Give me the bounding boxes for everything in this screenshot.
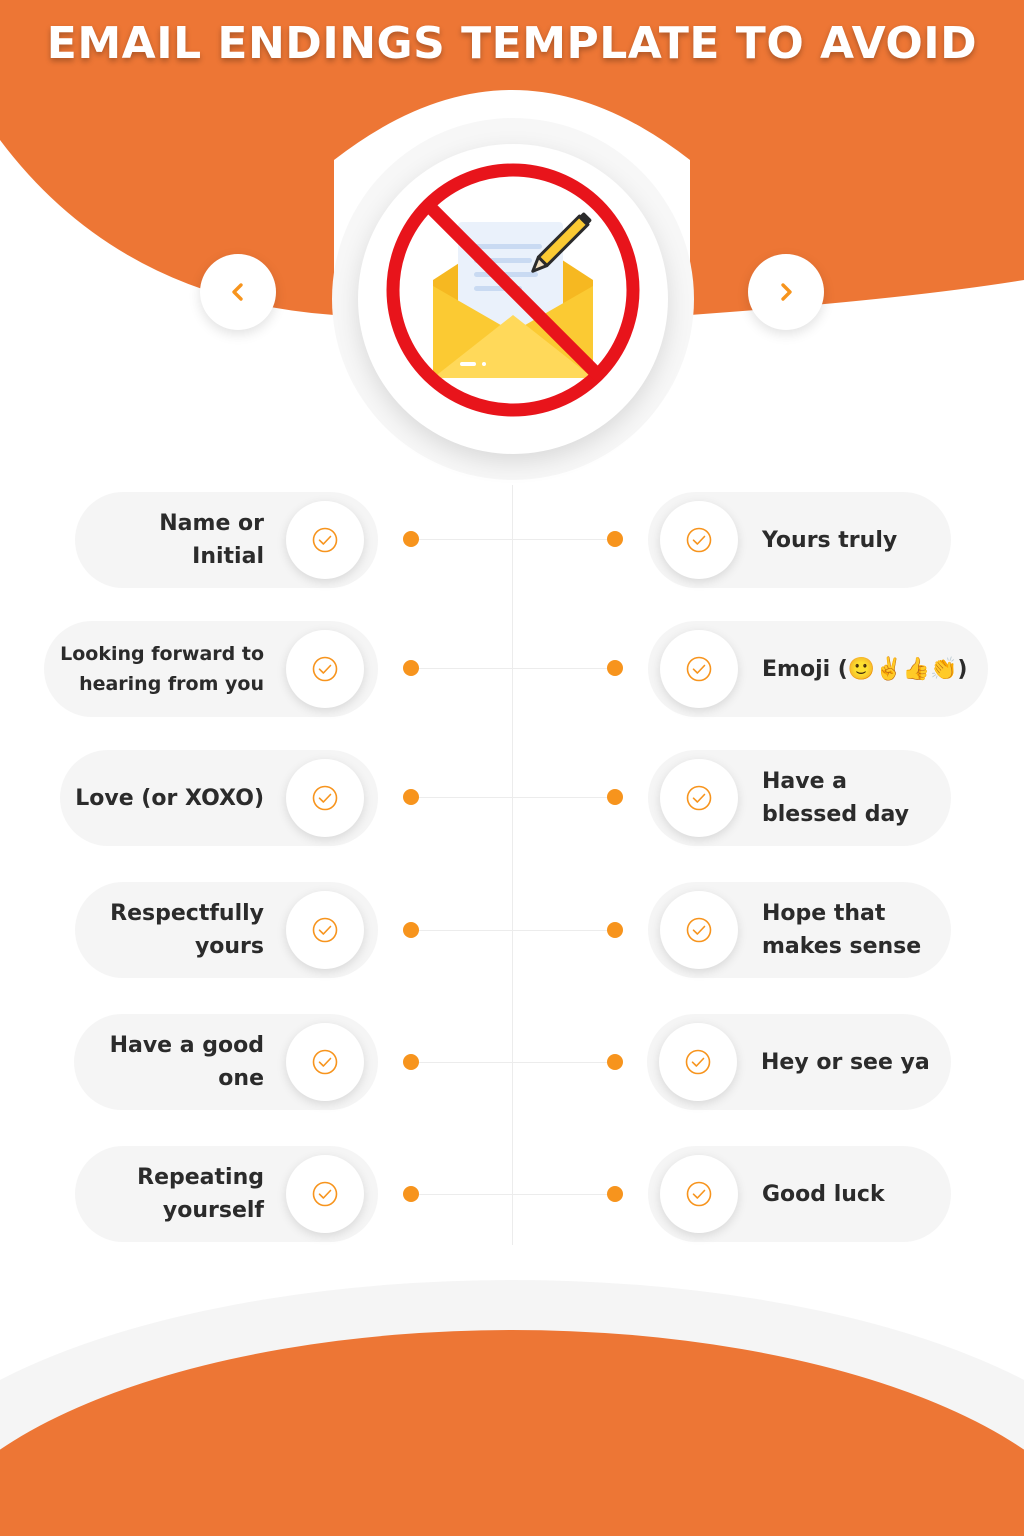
check-button [286,891,364,969]
item-label: Good luck [762,1181,885,1207]
chevron-right-icon [774,280,798,304]
check-button [660,1155,738,1233]
timeline-dot [607,660,623,676]
check-circle-icon [312,656,338,682]
timeline-dot [403,789,419,805]
check-circle-icon [312,1049,338,1075]
item-label: Name or Initial [159,511,264,569]
item-label: Hope that makes sense [762,901,922,959]
timeline-dot [607,1186,623,1202]
row-connector [411,1062,615,1063]
row-connector [411,1194,615,1195]
timeline-dot [607,789,623,805]
list-item [648,492,951,588]
list-item [75,1146,378,1242]
check-button [660,501,738,579]
item-label: Hey or see ya [761,1049,930,1075]
check-button [286,1155,364,1233]
check-button [660,759,738,837]
row-connector [411,797,615,798]
row-connector [411,930,615,931]
item-label: Respectfully yours [110,901,264,959]
next-button[interactable] [748,254,824,330]
timeline-dot [403,660,419,676]
page-title: EMAIL ENDINGS TEMPLATE TO AVOID [46,18,978,69]
check-circle-icon [686,656,712,682]
timeline-dot [403,1186,419,1202]
check-button [659,1023,737,1101]
check-circle-icon [312,527,338,553]
check-circle-icon [686,785,712,811]
check-circle-icon [312,1181,338,1207]
timeline-dot [607,922,623,938]
list-item [648,1146,951,1242]
previous-button[interactable] [200,254,276,330]
check-button [660,630,738,708]
list-item [648,750,951,846]
check-button [286,630,364,708]
item-label: Looking forward to hearing from you [60,643,264,695]
list-item [74,1014,378,1110]
no-email-icon [368,150,658,440]
list-item [648,621,988,717]
list-item [75,492,378,588]
timeline-dot [607,1054,623,1070]
list-item [60,750,378,846]
row-connector [411,539,615,540]
check-circle-icon [312,785,338,811]
timeline-dot [403,531,419,547]
check-button [660,891,738,969]
check-button [286,1023,364,1101]
check-circle-icon [312,917,338,943]
list-item [648,882,951,978]
item-label: Yours truly [762,527,898,553]
item-label: Have a good one [109,1033,264,1091]
chevron-left-icon [226,280,250,304]
timeline-line [512,485,513,1245]
list-item [647,1014,951,1110]
item-label: Emoji (🙂✌️👍👏) [762,656,968,682]
item-label: Repeating yourself [137,1165,264,1223]
timeline-dot [403,1054,419,1070]
check-circle-icon [686,1181,712,1207]
check-circle-icon [685,1049,711,1075]
item-label: Love (or XOXO) [75,785,264,811]
check-circle-icon [686,527,712,553]
list-item [44,621,378,717]
check-circle-icon [686,917,712,943]
item-label: Have a blessed day [762,769,909,827]
timeline-dot [607,531,623,547]
check-button [286,501,364,579]
list-item [75,882,378,978]
row-connector [411,668,615,669]
timeline-dot [403,922,419,938]
check-button [286,759,364,837]
